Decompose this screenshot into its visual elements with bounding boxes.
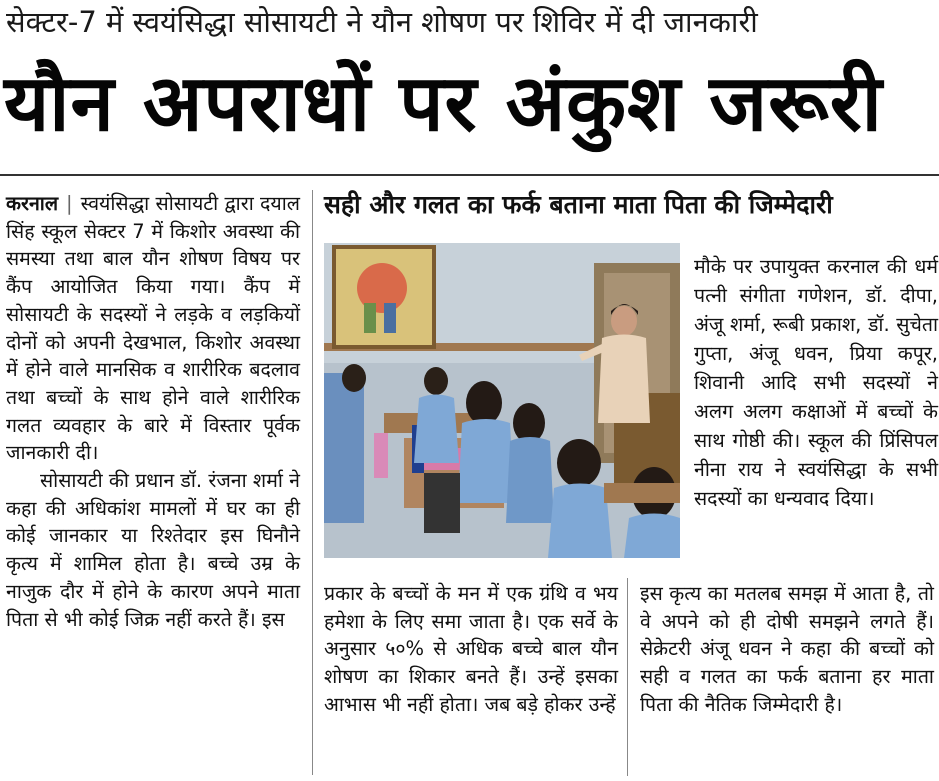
subheadline: सही और गलत का फर्क बताना माता पिता की जिम्मेदारी: [324, 190, 833, 219]
caption-text: मौके पर उपायुक्त करनाल की धर्म पत्नी संगीता गणेशन, डॉ. दीपा, अंजू शर्मा, रूबी प्रकाश, डॉ. सुचेता गुप्ता, अंजू धवन, प्रिया कपूर, शिवानी आदि सभी सदस्यों ने अलग अलग कक्षाओं में बच्चों के साथ गोष्ठी की। स्कूल की प्रिंसिपल नीना राय ने स्वयंसिद्धा के सभी सदस्यों का धन्यवाद दिया।: [694, 255, 938, 510]
classroom-photo-illustration: [324, 243, 680, 558]
main-headline: यौन अपराधों पर अंकुश जरूरी: [4, 59, 883, 149]
classroom-photo: [324, 243, 680, 558]
article-column-2: [324, 580, 618, 719]
article-column-1: [6, 190, 300, 633]
header-divider: [0, 174, 939, 176]
kicker-headline: सेक्टर-7 में स्वयंसिद्धा सोसायटी ने यौन शोषण पर शिविर में दी जानकारी: [6, 5, 758, 39]
lead-text: स्वयंसिद्धा सोसायटी द्वारा दयाल सिंह स्कूल सेक्टर 7 में किशोर अवस्था की समस्या तथा बाल यौन शोषण विषय पर कैंप आयोजित किया गया। कैंप में सोसायटी के सदस्यों ने लड़के व लड़कियों दोनों को अपनी देखभाल, किशोर अवस्था में होने वाले मानसिक व शारीरिक बदलाव तथा बच्चों के साथ होने वाले शारीरिक गलत व्यवहार के बारे में विस्तार पूर्वक जानकारी दी।: [6, 192, 300, 465]
photo-caption-column: [694, 252, 938, 513]
article-column-3: [640, 580, 934, 719]
dateline-separator: |: [66, 192, 73, 215]
paragraph-2: सोसायटी की प्रधान डॉ. रंजना शर्मा ने कहा की अधिकांश मामलों में घर का ही कोई जानकार या रिश्तेदार इस घिनौने कृत्य में शामिल होता है। बच्चे उम्र के नाजुक दौर में होने के कारण अपने माता पिता से भी कोई जिक्र नहीं करते हैं। इस: [6, 469, 300, 631]
column-divider-2: [627, 578, 628, 776]
dateline: करनाल: [6, 192, 59, 215]
lead-paragraph: [6, 190, 300, 467]
column-2-text: प्रकार के बच्चों के मन में एक ग्रंथि व भय हमेशा के लिए समा जाता है। एक सर्वे के अनुसार ५०% से अधिक बच्चे बाल यौन शोषण का शिकार बनते हैं। उन्हें इसका आभास भी नहीं होता। जब बड़े होकर उन्हें: [324, 582, 618, 716]
column-divider-1: [312, 190, 313, 775]
column-3-text: इस कृत्य का मतलब समझ में आता है, तो वे अपने को ही दोषी समझने लगते हैं। सेक्रेटरी अंजू धवन ने कहा की बच्चों को सही व गलत का फर्क बताना हर माता पिता की नैतिक जिम्मेदारी है।: [640, 582, 934, 716]
